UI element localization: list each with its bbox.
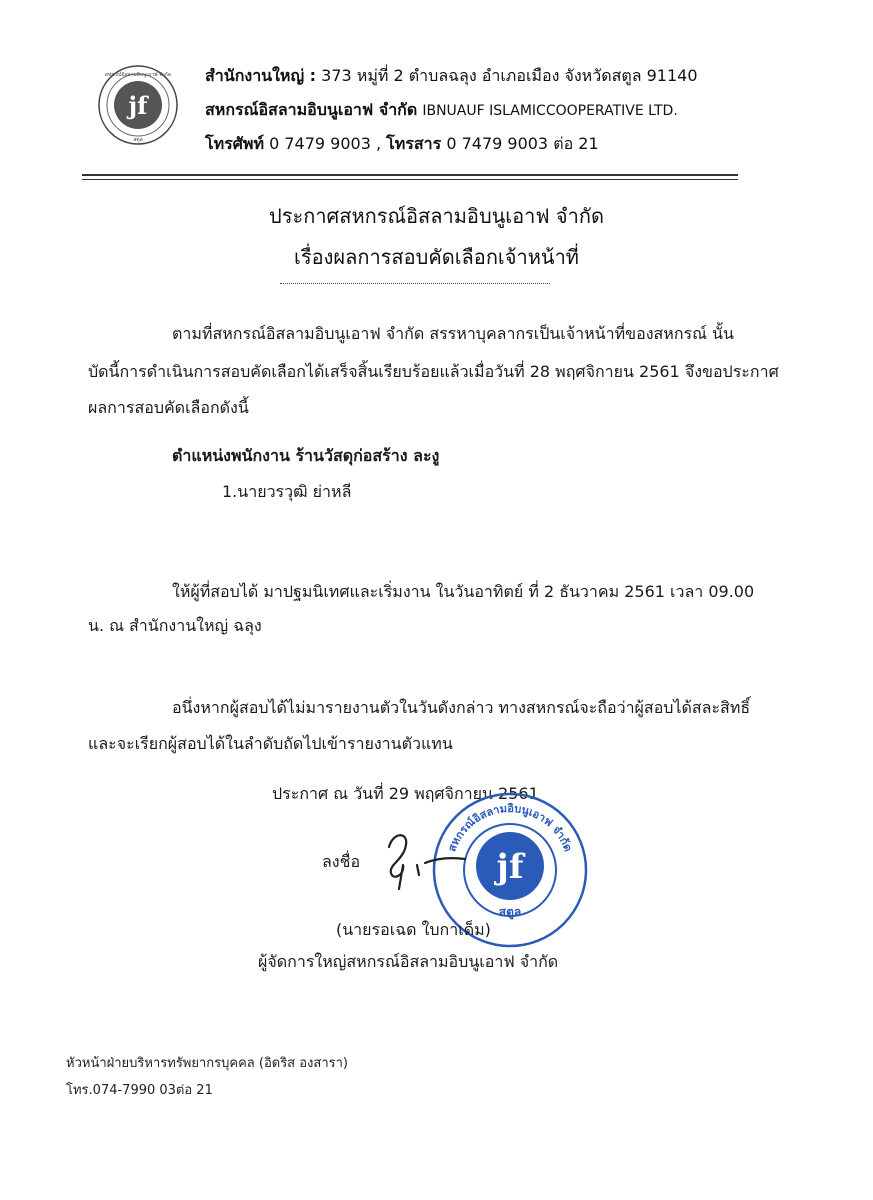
logo-ring-text: สหกรณ์อิสลามอิบนูเอาฟ จำกัด: [104, 72, 172, 78]
header-org-line: [205, 98, 678, 123]
sign-label: ลงชื่อ: [322, 852, 361, 871]
org-name-en: IBNUAUF ISLAMICCOOPERATIVE LTD.: [422, 103, 678, 119]
phone-value: 0 7479 9003 ,: [269, 134, 382, 153]
office-label: สำนักงานใหญ่ :: [205, 66, 317, 85]
office-address: 373 หมู่ที่ 2 ตำบลฉลุง อำเภอเมือง จังหวัดสตูล 91140: [321, 66, 698, 85]
position-heading: ตำแหน่งพนักงาน ร้านวัสดุก่อสร้าง ละงู: [172, 446, 440, 465]
para1-line1: ตามที่สหกรณ์อิสลามอิบนูเอาฟ จำกัด สรรหาบุคลากรเป็นเจ้าหน้าที่ของสหกรณ์ นั้น: [172, 324, 734, 343]
org-name-th: สหกรณ์อิสลามอิบนูเอาฟ จำกัด: [205, 100, 418, 119]
para3-line1: อนึ่งหากผู้สอบได้ไม่มารายงานตัวในวันดังกล่าว ทางสหกรณ์จะถือว่าผู้สอบได้สละสิทธิ์: [172, 698, 751, 717]
seal-bottom-text: สตูล: [498, 905, 522, 919]
announcement-subject: เรื่องผลการสอบคัดเลือกเจ้าหน้าที่: [294, 245, 579, 269]
signer-title: ผู้จัดการใหญ่สหกรณ์อิสลามอิบนูเอาฟ จำกัด: [258, 952, 559, 971]
para3-line2: และจะเรียกผู้สอบได้ในลำดับถัดไปเข้ารายงานตัวแทน: [88, 734, 453, 753]
header-address-line: [205, 64, 698, 89]
header-rule-top: [82, 174, 738, 176]
header-contact-line: [205, 132, 599, 157]
seal-ring-text: สหกรณ์อิสลามอิบนูเอาฟ จำกัด: [445, 801, 575, 854]
announcement-title: ประกาศสหกรณ์อิสลามอิบนูเอาฟ จำกัด: [269, 204, 604, 228]
fax-value: 0 7479 9003 ต่อ 21: [446, 134, 599, 153]
signer-name: (นายรอเฉด ใบกาเด็ม): [336, 920, 491, 939]
para1-line3: ผลการสอบคัดเลือกดังนี้: [88, 398, 249, 417]
fax-label: โทรสาร: [386, 134, 442, 153]
title-dotted-separator: [280, 282, 550, 284]
phone-label: โทรศัพท์: [205, 134, 264, 153]
para2-line1: ให้ผู้ที่สอบได้ มาปฐมนิเทศและเริ่มงาน ในวันอาทิตย์ ที่ 2 ธันวาคม 2561 เวลา 09.00: [172, 582, 755, 601]
signature-mark: [375, 825, 470, 895]
footer-contact-phone: โทร.074-7990 03ต่อ 21: [66, 1083, 213, 1098]
footer-contact-person: หัวหน้าฝ่ายบริหารทรัพยากรบุคคล (อิดริส องสารา): [66, 1056, 348, 1071]
candidate-1: 1.นายวรวุฒิ ย่าหลี: [222, 482, 352, 501]
header-rule-bottom: [82, 179, 738, 180]
svg-text:jf: jf: [496, 847, 524, 887]
announce-date: ประกาศ ณ วันที่ 29 พฤศจิกายน 2561: [272, 784, 539, 803]
para1-line2: บัดนี้การดำเนินการสอบคัดเลือกได้เสร็จสิ้นเรียบร้อยแล้วเมื่อวันที่ 28 พฤศจิกายน 2561 จึงขอประกาศ: [88, 362, 779, 381]
para2-line2: น. ณ สำนักงานใหญ่ ฉลุง: [88, 616, 262, 635]
svg-text:jf: jf: [128, 91, 148, 120]
logo-bottom-text: สตูล: [133, 137, 143, 143]
cooperative-logo-icon: [97, 64, 179, 146]
